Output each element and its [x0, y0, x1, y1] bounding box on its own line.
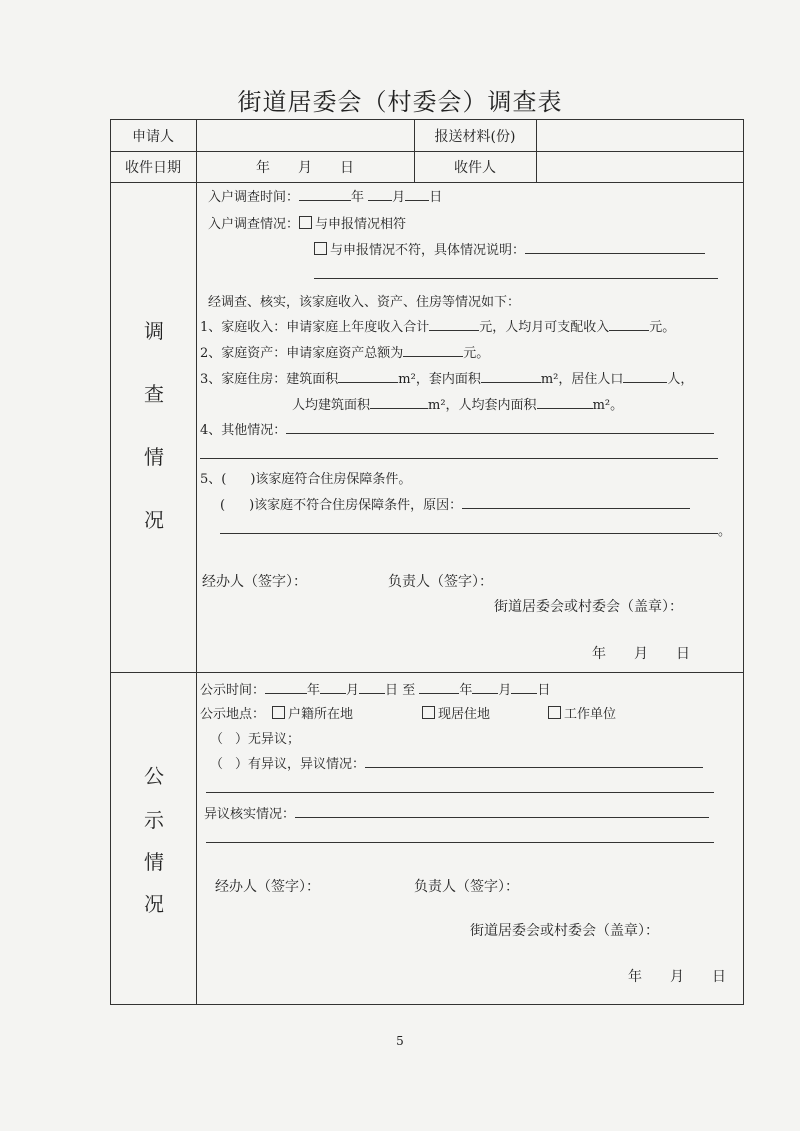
publicity-leader-label: 负责人（签字）：: [414, 879, 519, 895]
applicant-label: 申请人: [132, 129, 174, 145]
no-objection-label: ）无异议；: [235, 732, 301, 747]
publicity-side-char: 情: [144, 850, 164, 874]
conclusion-yes-label: )该家庭符合住房保障条件。: [250, 472, 412, 487]
day-label: 日: [385, 683, 399, 698]
person-unit: 人，: [667, 372, 694, 387]
residents-field[interactable]: [623, 370, 667, 383]
survey-date: 年 月 日: [592, 646, 690, 662]
has-objection-row: [210, 753, 703, 772]
survey-side-char: 情: [144, 445, 164, 469]
other-label: 4、其他情况：: [200, 423, 287, 438]
no-objection-row: [210, 728, 300, 747]
other-line[interactable]: [200, 458, 718, 459]
avg-inner-area-field[interactable]: [537, 396, 593, 409]
paren-open: （: [210, 732, 224, 747]
reason-field[interactable]: [462, 496, 690, 509]
m2-label: m²，居住人口: [540, 372, 624, 387]
survey-side-char: 调: [144, 319, 164, 343]
year-label: 年: [307, 683, 321, 698]
housing-avg-row: [292, 394, 623, 413]
conclusion-no-label: )该家庭不符合住房保障条件，原因：: [249, 498, 463, 513]
column-divider: [536, 120, 537, 182]
building-area-field[interactable]: [338, 370, 398, 383]
other-row: [200, 419, 714, 438]
visit-status-label: 入户调查情况：: [208, 217, 300, 232]
publicity-side-char: 示: [144, 808, 164, 832]
household-checkbox[interactable]: [272, 706, 285, 719]
to-label: 至: [402, 683, 416, 698]
publicity-stamp-label: 街道居委会或村委会（盖章）：: [470, 923, 659, 939]
end-month-field[interactable]: [472, 681, 498, 694]
visit-time-label: 入户调查时间：: [208, 190, 300, 205]
mismatch-detail-line[interactable]: [314, 278, 718, 279]
survey-side-char: 查: [144, 382, 164, 406]
materials-label: 报送材料(份): [434, 129, 516, 145]
reason-period: 。: [718, 524, 732, 539]
label-column-divider: [196, 120, 197, 1004]
day-label: 日: [537, 683, 551, 698]
assets-field[interactable]: [403, 344, 463, 357]
publicity-time-row: [200, 679, 550, 698]
end-day-field[interactable]: [511, 681, 537, 694]
receiver-label: 收件人: [454, 160, 496, 176]
month-label: 月: [392, 190, 406, 205]
household-label: 户籍所在地: [288, 707, 354, 722]
other-field[interactable]: [286, 421, 714, 434]
income-unit: 元。: [649, 320, 676, 335]
start-day-field[interactable]: [359, 681, 385, 694]
objection-line[interactable]: [206, 792, 714, 793]
assets-label: 2、家庭资产：申请家庭资产总额为: [200, 346, 404, 361]
avg-area-label: 人均建筑面积: [292, 398, 371, 413]
housing-row: [200, 368, 693, 387]
visit-day-field[interactable]: [405, 188, 429, 201]
assets-unit: 元。: [463, 346, 490, 361]
objection-field[interactable]: [365, 755, 703, 768]
visit-time-row: [208, 186, 442, 205]
start-month-field[interactable]: [320, 681, 346, 694]
mismatch-detail-field[interactable]: [525, 241, 705, 254]
paren-open: （: [210, 757, 224, 772]
publicity-place-row: [200, 703, 265, 722]
m2-label: m²。: [592, 398, 624, 413]
income-row: [200, 316, 675, 335]
residence-checkbox[interactable]: [422, 706, 435, 719]
m2-label: m²，人均套内面积: [428, 398, 537, 413]
work-checkbox[interactable]: [548, 706, 561, 719]
row-divider: [111, 151, 743, 152]
page-number: 5: [396, 1034, 404, 1048]
assets-row: [200, 342, 489, 361]
monthly-income-field[interactable]: [609, 318, 649, 331]
has-objection-label: ）有异议，异议情况：: [235, 757, 366, 772]
publicity-handler-label: 经办人（签字）：: [215, 879, 320, 895]
place-option-work[interactable]: [548, 703, 616, 722]
day-label: 日: [429, 190, 443, 205]
verify-label: 异议核实情况：: [204, 807, 296, 822]
verify-row: [204, 803, 709, 822]
reason-line[interactable]: [220, 533, 718, 534]
publicity-side-char: 公: [144, 764, 164, 788]
row-divider: [111, 182, 743, 183]
annual-income-field[interactable]: [429, 318, 479, 331]
paren-open: (: [220, 498, 226, 513]
visit-year-field[interactable]: [299, 188, 351, 201]
income-mid-label: 元，人均月可支配收入: [479, 320, 610, 335]
received-date-field[interactable]: 年 月 日: [256, 160, 354, 176]
publicity-place-label: 公示地点：: [200, 707, 266, 722]
visit-month-field[interactable]: [368, 188, 392, 201]
year-label: 年: [459, 683, 473, 698]
m2-label: m²，套内面积: [398, 372, 481, 387]
month-label: 月: [346, 683, 360, 698]
publicity-date: 年 月 日: [628, 969, 726, 985]
conclusion-yes-row: [200, 468, 411, 487]
match-checkbox[interactable]: [299, 216, 312, 229]
conclusion-no-row: [220, 494, 690, 513]
work-label: 工作单位: [564, 707, 617, 722]
mismatch-option-label: 与申报情况不符，具体情况说明：: [330, 243, 526, 258]
paren-open: 5、(: [200, 472, 227, 487]
section-divider: [111, 672, 743, 673]
housing-label: 3、家庭住房：建筑面积: [200, 372, 339, 387]
verify-line[interactable]: [206, 842, 714, 843]
publicity-side-char: 况: [144, 892, 164, 916]
survey-handler-label: 经办人（签字）：: [202, 574, 307, 590]
place-option-residence[interactable]: [422, 703, 490, 722]
end-year-field[interactable]: [419, 681, 459, 694]
inner-area-field[interactable]: [481, 370, 541, 383]
visit-status-row: [208, 213, 406, 232]
match-option-label: 与申报情况相符: [315, 217, 407, 232]
year-label: 年: [351, 190, 365, 205]
avg-building-area-field[interactable]: [370, 396, 428, 409]
start-year-field[interactable]: [265, 681, 307, 694]
verify-field[interactable]: [295, 805, 709, 818]
mismatch-row: [314, 239, 705, 258]
place-option-household[interactable]: [272, 703, 353, 722]
residence-label: 现居住地: [438, 707, 491, 722]
survey-stamp-label: 街道居委会或村委会（盖章）：: [494, 599, 683, 615]
mismatch-checkbox[interactable]: [314, 242, 327, 255]
received-date-label: 收件日期: [125, 160, 181, 176]
survey-intro: 经调查、核实，该家庭收入、资产、住房等情况如下：: [208, 295, 521, 310]
month-label: 月: [498, 683, 512, 698]
survey-side-char: 况: [144, 508, 164, 532]
survey-leader-label: 负责人（签字）：: [388, 574, 493, 590]
publicity-time-label: 公示时间：: [200, 683, 266, 698]
income-label: 1、家庭收入：申请家庭上年度收入合计: [200, 320, 430, 335]
form-title: 街道居委会（村委会）调查表: [237, 88, 563, 116]
